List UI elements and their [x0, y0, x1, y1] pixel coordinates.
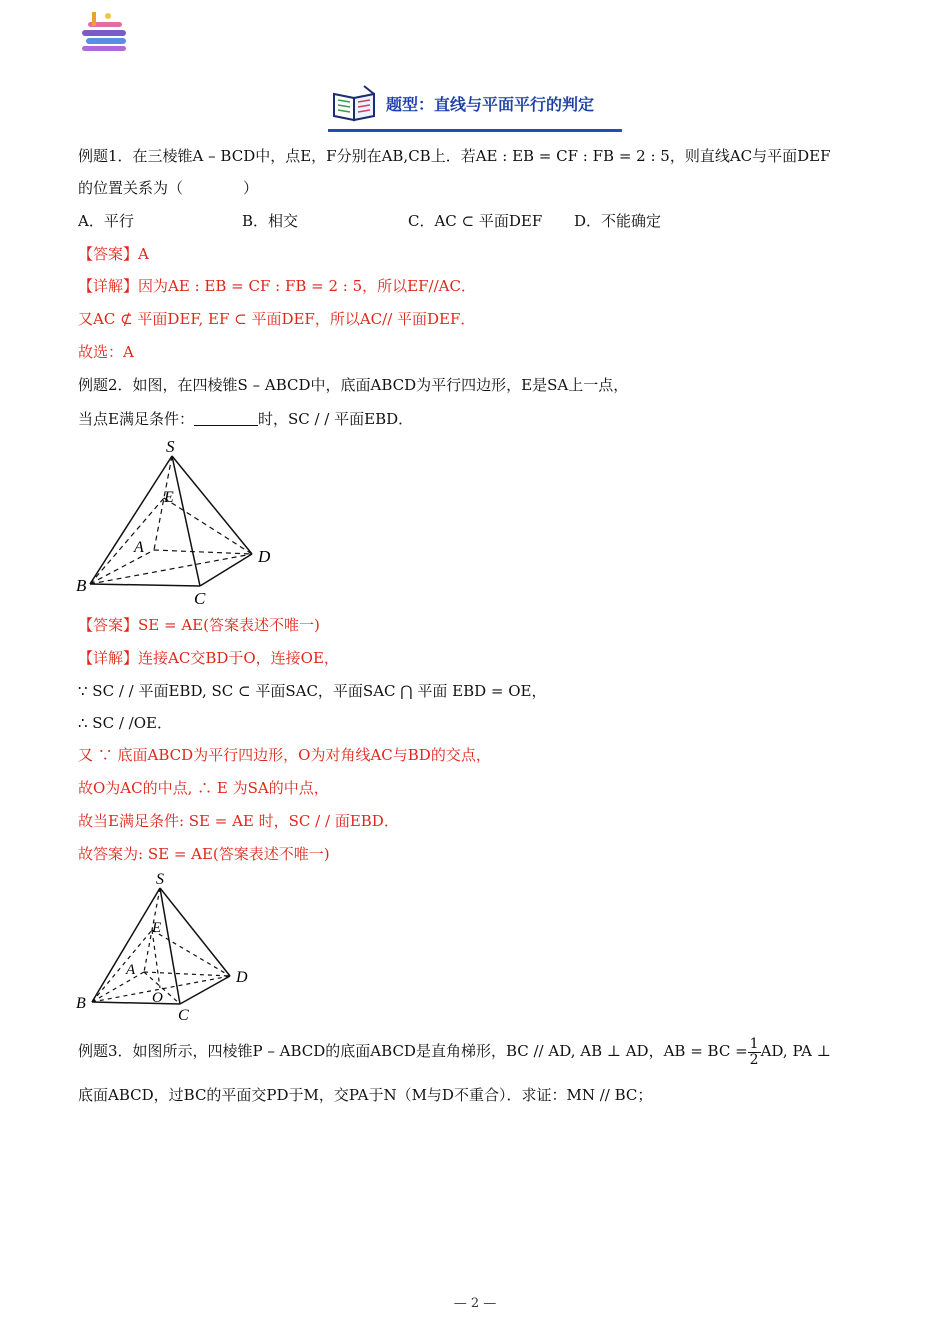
- fig2-label-c: C: [178, 1007, 189, 1024]
- page-number: — 2 —: [453, 1296, 497, 1311]
- ex1-detail-text: 因为AE : EB = CF : FB = 2 : 5，所以EF//AC．: [138, 277, 476, 295]
- header-logo-icon: [78, 8, 130, 52]
- ex1-detail-line1: [78, 276, 476, 296]
- ex1-option-b: B．相交: [242, 212, 299, 230]
- fig2-label-d: D: [236, 969, 248, 986]
- fig2-label-e: E: [152, 920, 162, 936]
- ex2-condition-tail: 时，SC / / 平面EBD．: [257, 410, 414, 428]
- fig1-label-s: S: [166, 437, 175, 456]
- fig2-label-o: O: [152, 990, 163, 1006]
- section-banner: [328, 80, 622, 132]
- ex1-final: 故选：A: [78, 343, 134, 361]
- open-book-icon: [330, 84, 380, 124]
- ex2-answer: [78, 615, 320, 635]
- ex3-text-part2: AD, PA ⊥: [760, 1042, 831, 1060]
- ex2-answer-text: SE = AE(答案表述不唯一): [138, 616, 320, 634]
- ex2-answer-blank: [194, 411, 258, 426]
- ex2-detail-line7: 故答案为: SE = AE(答案表述不唯一): [78, 845, 330, 863]
- ex2-detail-line6: 故当E满足条件: SE = AE 时，SC / / 面EBD．: [78, 812, 399, 830]
- ex1-question-line2: 的位置关系为（ ）: [78, 179, 259, 197]
- fig2-label-s: S: [156, 871, 164, 888]
- ex3-fraction-denominator: 2: [749, 1051, 759, 1068]
- ex3-fraction: [748, 1037, 761, 1068]
- ex3-question-line2: 底面ABCD，过BC的平面交PD于M，交PA于N（M与D不重合）．求证：MN // BC；: [78, 1086, 653, 1104]
- fig1-label-a: A: [134, 539, 144, 556]
- fig1-label-d: D: [258, 547, 271, 566]
- ex1-question-line1: 例题1．在三棱锥A – BCD中，点E，F分别在AB,CB上．若AE : EB = CF : FB = 2 : 5，则直线AC与平面DEF: [78, 147, 831, 165]
- ex2-detail-line2: ∵ SC / / 平面EBD, SC ⊂ 平面SAC，平面SAC ⋂ 平面 EBD = OE，: [78, 682, 547, 700]
- ex2-detail-line5: 故O为AC的中点, ∴ E 为SA的中点，: [78, 779, 329, 797]
- ex2-answer-label: 【答案】: [78, 616, 139, 634]
- ex1-option-a: A．平行: [78, 212, 134, 230]
- ex2-detail-label: 【详解】: [78, 649, 139, 667]
- ex2-detail-line3: ∴ SC / /OE．: [78, 714, 172, 732]
- ex1-option-d: D．不能确定: [574, 212, 662, 230]
- ex1-answer: 【答案】A: [78, 245, 149, 263]
- ex1-detail-line2: 又AC ⊄ 平面DEF, EF ⊂ 平面DEF，所以AC// 平面DEF．: [78, 310, 476, 328]
- ex2-condition-label: 当点E满足条件：: [78, 410, 194, 428]
- ex2-detail-line1: [78, 648, 339, 668]
- fig2-label-a: A: [126, 962, 136, 978]
- ex3-question-line1: [78, 1034, 831, 1068]
- ex1-option-c: C．AC ⊂ 平面DEF: [408, 212, 543, 230]
- ex2-question-line2: [78, 409, 413, 429]
- fig2-label-b: B: [76, 995, 86, 1012]
- fig1-label-c: C: [194, 589, 206, 608]
- fig1-label-e: E: [164, 489, 174, 506]
- pyramid-figure-1: [72, 436, 284, 608]
- ex2-question-line1: 例题2．如图，在四棱锥S – ABCD中，底面ABCD为平行四边形，E是SA上一点，: [78, 376, 629, 394]
- ex3-text-part1: 例题3．如图所示，四棱锥P – ABCD的底面ABCD是直角梯形，BC // AD, AB ⊥ AD，AB = BC =: [78, 1042, 748, 1060]
- ex2-detail-text: 连接AC交BD于O，连接OE，: [138, 649, 339, 667]
- banner-underline: [328, 129, 622, 132]
- ex1-detail-label: 【详解】: [78, 277, 139, 295]
- fig1-label-b: B: [76, 576, 87, 595]
- section-title: 题型：直线与平面平行的判定: [386, 95, 595, 114]
- ex2-detail-line4: 又 ∵ 底面ABCD为平行四边形，O为对角线AC与BD的交点，: [78, 746, 491, 764]
- pyramid-figure-2: [72, 870, 262, 1026]
- ex3-fraction-numerator: 1: [749, 1035, 759, 1052]
